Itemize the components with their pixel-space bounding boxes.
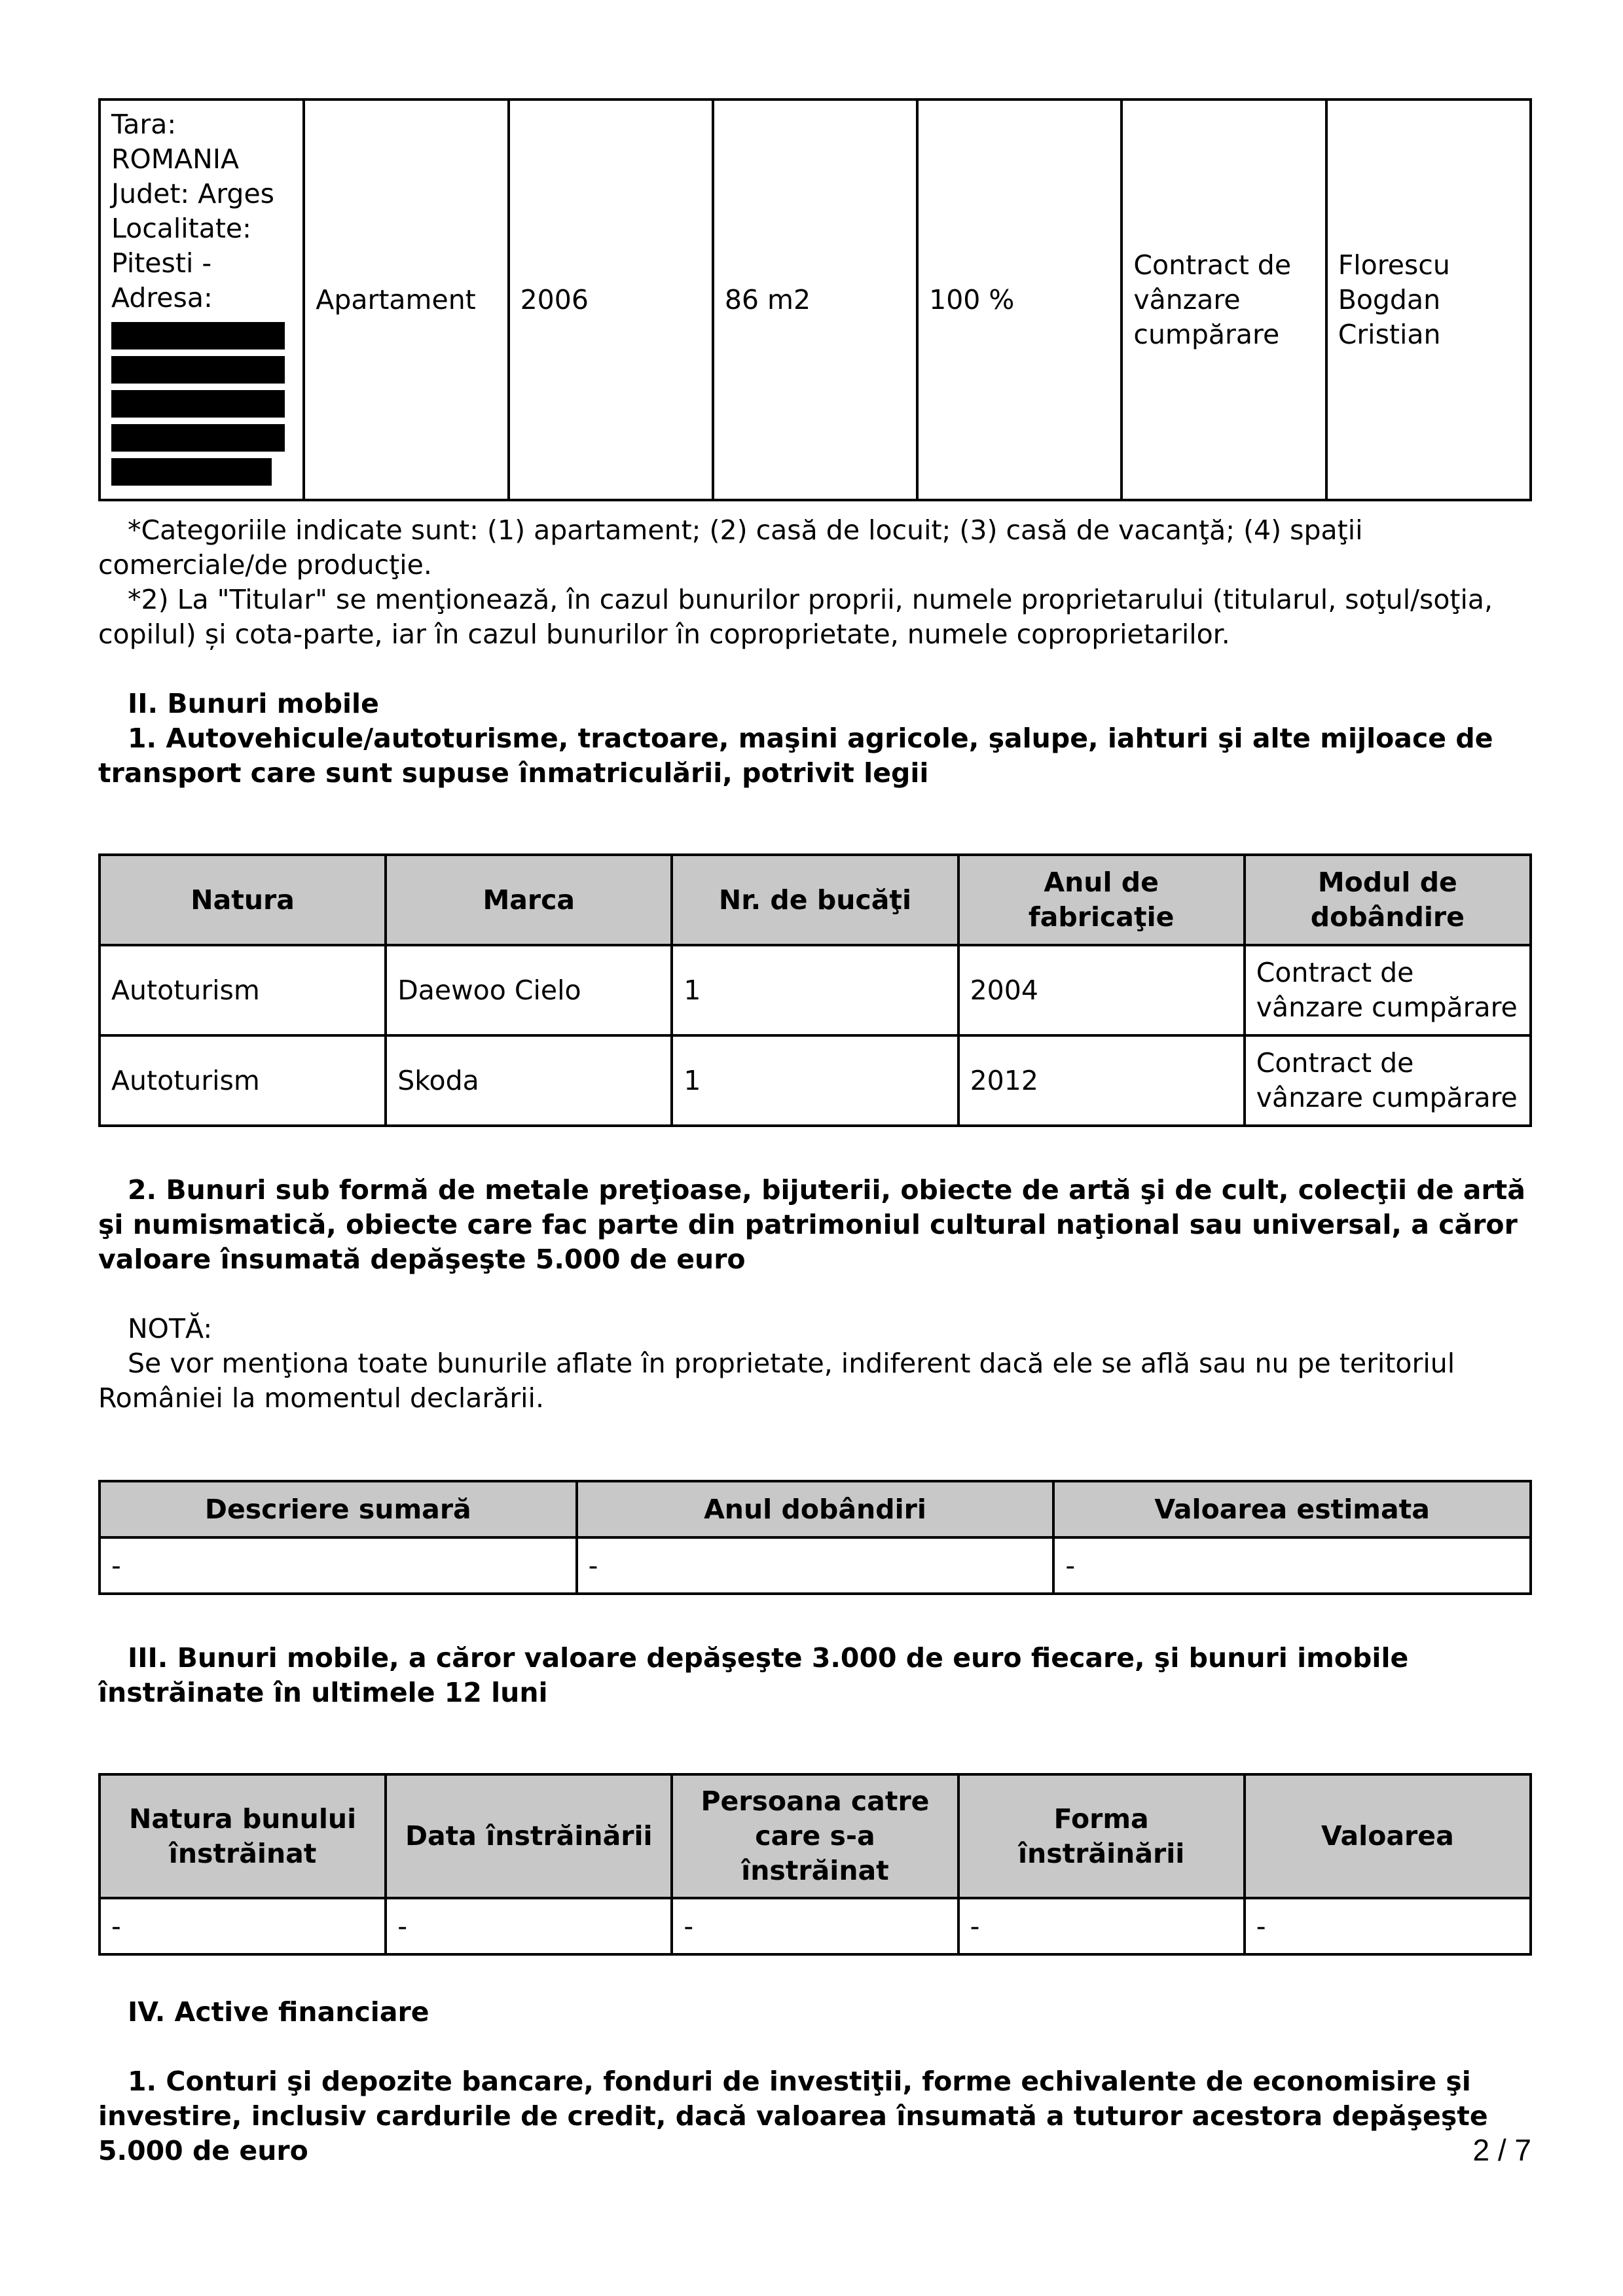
table-row [100, 1035, 1531, 1126]
column-header: Marca [386, 855, 672, 945]
nota-text: Se vor menţiona toate bunurile aflate în proprietate, indiferent dacă ele se află sau nu pe teritoriul României la momentul declarării. [98, 1348, 1455, 1414]
table-row [100, 945, 1531, 1035]
address-line: Localitate: [111, 213, 251, 244]
table-cell: 1 [672, 945, 958, 1035]
table-header-row [100, 1774, 1531, 1898]
address-line: Pitesti - [111, 247, 212, 279]
table-cell: 1 [672, 1035, 958, 1126]
section-heading: II. Bunuri mobile [128, 688, 379, 719]
table-header-row [100, 1481, 1531, 1537]
column-header: Nr. de bucăţi [672, 855, 958, 945]
redaction-bar [111, 322, 285, 350]
column-header: Valoarea [1245, 1774, 1531, 1898]
subsection-heading: 2. Bunuri sub formă de metale preţioase, bijuterii, obiecte de artă şi de cult, colecţii de artă şi numismatică, obiecte care fac parte din patrimoniul cultural naţional sau universal, a căror valoare însumată depăşeşte 5.000 de euro [98, 1174, 1525, 1275]
table-cell: - [958, 1898, 1245, 1954]
note-titular: *2) La "Titular" se menţionează, în cazul bunurilor proprii, numele proprietarului (titularul, soţul/soţia, copilul) și cota-parte, iar în cazul bunurilor în coproprietate, numele coproprietarilor. [98, 584, 1493, 650]
category-cell: Apartament [304, 99, 508, 500]
column-header: Valoarea estimata [1053, 1481, 1531, 1537]
share-cell: 100 % [917, 99, 1122, 500]
table-cell: - [577, 1537, 1054, 1594]
address-line: ROMANIA [111, 143, 239, 175]
property-table [98, 98, 1532, 501]
redaction-bar [111, 356, 285, 384]
note-categories: *Categoriile indicate sunt: (1) apartament; (2) casă de locuit; (3) casă de vacanţă; (4) spaţii comerciale/de producţie. [98, 514, 1363, 581]
year-cell: 2006 [509, 99, 713, 500]
column-header: Data înstrăinării [386, 1774, 672, 1898]
acquisition-cell: Contract de vânzare cumpărare [1122, 99, 1326, 500]
subsection-heading: 1. Autovehicule/autoturisme, tractoare, maşini agricole, şalupe, iahturi şi alte mijloace de transport care sunt supuse înmatriculării, potrivit legii [98, 723, 1493, 789]
address-line: Adresa: [111, 282, 213, 314]
redaction-bar [111, 390, 285, 418]
table-cell: - [1053, 1537, 1531, 1594]
valuables-table [98, 1480, 1532, 1595]
table-cell: Skoda [386, 1035, 672, 1126]
table-cell: 2004 [958, 945, 1245, 1035]
nota-label: NOTĂ: [128, 1313, 213, 1344]
column-header: Natura [100, 855, 386, 945]
subsection-heading: 1. Conturi şi depozite bancare, fonduri de investiţii, forme echivalente de economisire şi investire, inclusiv cardurile de credit, dacă valoarea însumată a tuturor acestora depăşeşte 5.000 de euro [98, 2066, 1488, 2166]
table-cell: - [1245, 1898, 1531, 1954]
table-cell: - [386, 1898, 672, 1954]
page-number: 2 / 7 [1472, 2133, 1531, 2167]
page-content [98, 98, 1532, 2168]
table-cell: Autoturism [100, 1035, 386, 1126]
table-cell: Autoturism [100, 945, 386, 1035]
table-row [100, 1898, 1531, 1954]
address-line: Judet: Arges [111, 178, 275, 209]
vehicles-table [98, 853, 1532, 1127]
redaction-bar [111, 458, 272, 486]
section-heading: III. Bunuri mobile, a căror valoare depăşeşte 3.000 de euro fiecare, şi bunuri imobile înstrăinate în ultimele 12 luni [98, 1642, 1409, 1708]
table-row [100, 1537, 1531, 1594]
address-line: Tara: [111, 109, 177, 140]
column-header: Anul de fabricaţie [958, 855, 1245, 945]
table-header-row [100, 855, 1531, 945]
column-header: Descriere sumară [100, 1481, 577, 1537]
section-heading: IV. Active financiare [128, 1996, 429, 2028]
column-header: Anul dobândiri [577, 1481, 1054, 1537]
column-header: Natura bunului înstrăinat [100, 1774, 386, 1898]
alienated-goods-table [98, 1773, 1532, 1956]
table-cell: Contract de vânzare cumpărare [1245, 1035, 1531, 1126]
table-cell: - [672, 1898, 958, 1954]
table-cell: - [100, 1898, 386, 1954]
address-cell [100, 99, 304, 500]
redaction-bar [111, 424, 285, 452]
table-row [100, 99, 1531, 500]
table-cell: Contract de vânzare cumpărare [1245, 945, 1531, 1035]
table-cell: - [100, 1537, 577, 1594]
column-header: Persoana catre care s-a înstrăinat [672, 1774, 958, 1898]
column-header: Modul de dobândire [1245, 855, 1531, 945]
table-cell: 2012 [958, 1035, 1245, 1126]
column-header: Forma înstrăinării [958, 1774, 1245, 1898]
table-cell: Daewoo Cielo [386, 945, 672, 1035]
owner-cell: Florescu Bogdan Cristian [1326, 99, 1531, 500]
area-cell: 86 m2 [713, 99, 917, 500]
